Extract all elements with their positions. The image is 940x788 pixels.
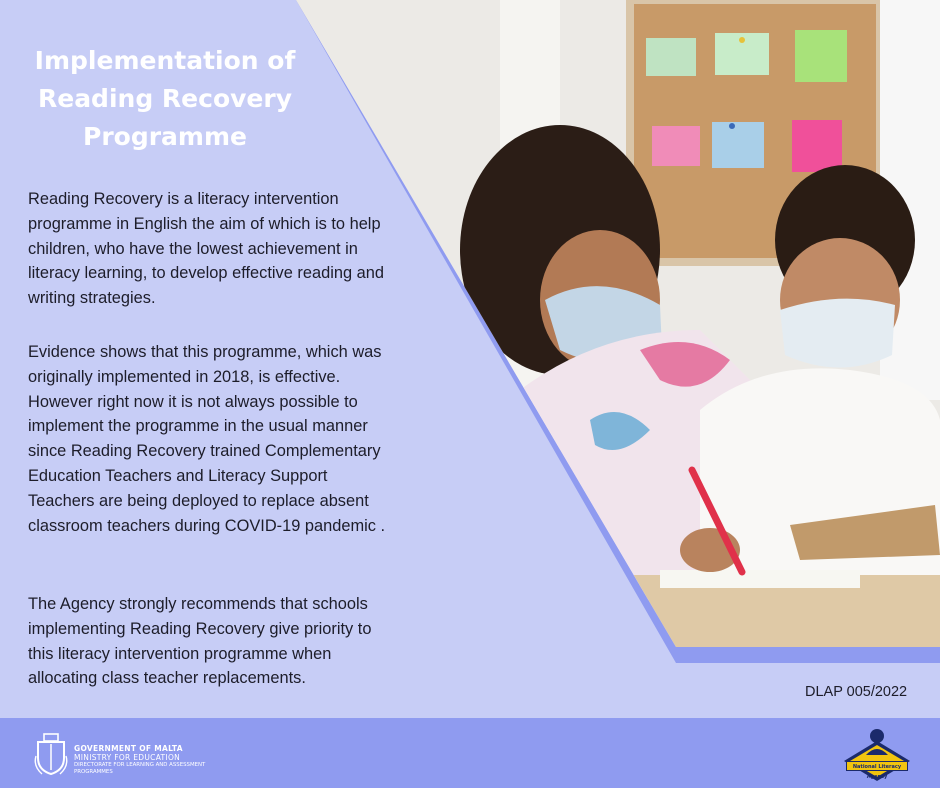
malta-crest-icon [34,732,68,776]
footer-bar [0,718,940,788]
ministry-name: MINISTRY FOR EDUCATION [74,753,181,762]
page-title: Implementation of Reading Recovery Programme [34,46,296,151]
agency-logo-label: National Literacy Agency [846,761,908,771]
paragraph-recommendation: The Agency strongly recommends that schools implementing Reading Recovery give priority to this literacy intervention programme when allocating class teacher replacements. [28,595,372,688]
government-logo-text [74,744,234,775]
paragraph-intro: Reading Recovery is a literacy intervention programme in English the aim of which is to help children, who have the lowest achievement in literacy learning, to develop effective reading and writing strategies. [28,190,384,308]
reference-number: DLAP 005/2022 [805,684,908,700]
paragraph-evidence: Evidence shows that this programme, which was originally implemented in 2018, is effective. However right now it is not always possible to implement the programme in the usual manner since Reading Recovery trained Complementary Education Teachers and Literacy Support Teachers are being deployed to replace absent classroom teachers during COVID-19 pandemic . [28,343,386,535]
government-name: GOVERNMENT OF MALTA [74,744,183,753]
photo-content [280,0,940,660]
directorate-name: DIRECTORATE FOR LEARNING AND ASSESSMENT PROGRAMMES [74,762,206,775]
